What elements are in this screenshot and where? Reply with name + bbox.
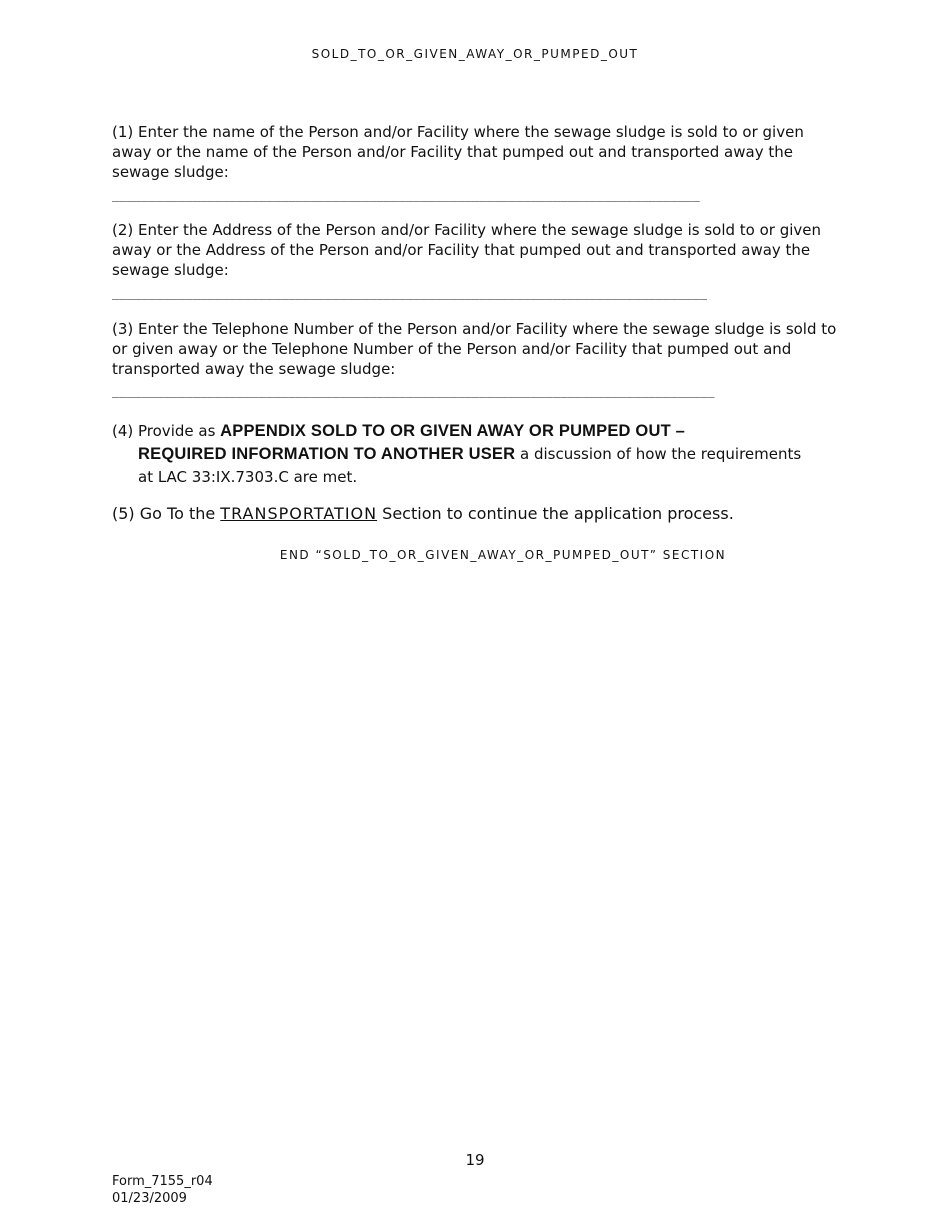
- item-1-answer-line[interactable]: ________________________________________________________________________________: [112, 188, 700, 202]
- item-3-answer-line[interactable]: __________________________________________________________________________________: [112, 384, 715, 398]
- section-header: SOLD_TO_OR_GIVEN_AWAY_OR_PUMPED_OUT: [311, 47, 639, 61]
- appendix-title-line1: APPENDIX SOLD TO OR GIVEN AWAY OR PUMPED OUT –: [220, 422, 686, 440]
- item-4-prefix: (4) Provide as: [112, 422, 221, 440]
- page-number: 19: [465, 1151, 485, 1169]
- item-4-line2: [112, 443, 842, 466]
- form-number: Form_7155_r04: [112, 1174, 213, 1189]
- transportation-link[interactable]: TRANSPORTATION: [220, 504, 378, 523]
- item-2-instruction: (2) Enter the Address of the Person and/or Facility where the sewage sludge is sold to or given away or the Address of the Person and/or Facility that pumped out and transported away the sewage sludge:: [112, 221, 822, 279]
- item-5-suffix: Section to continue the application process.: [377, 504, 734, 523]
- item-2-answer-line[interactable]: _________________________________________________________________________________: [112, 286, 708, 300]
- item-1-instruction: (1) Enter the name of the Person and/or Facility where the sewage sludge is sold to or given away or the name of the Person and/or Facility that pumped out and transported away the sewage sludge:: [112, 123, 804, 181]
- appendix-title-line2: REQUIRED INFORMATION TO ANOTHER USER: [138, 445, 516, 463]
- item-4-suffix: a discussion of how the requirements: [515, 445, 802, 463]
- form-footer: [112, 1173, 213, 1207]
- item-5-prefix: (5) Go To the: [112, 504, 221, 523]
- end-section-marker: END “SOLD_TO_OR_GIVEN_AWAY_OR_PUMPED_OUT” SECTION: [279, 548, 727, 562]
- form-date: 01/23/2009: [112, 1191, 187, 1206]
- item-4-instruction: [112, 420, 842, 489]
- item-4-line3: at LAC 33:IX.7303.C are met.: [138, 468, 358, 486]
- item-3-instruction: (3) Enter the Telephone Number of the Person and/or Facility where the sewage sludge is sold to or given away or the Telephone Number of the Person and/or Facility that pumped out and transported away the sewage sludge:: [112, 320, 837, 378]
- item-5-instruction: [112, 504, 842, 524]
